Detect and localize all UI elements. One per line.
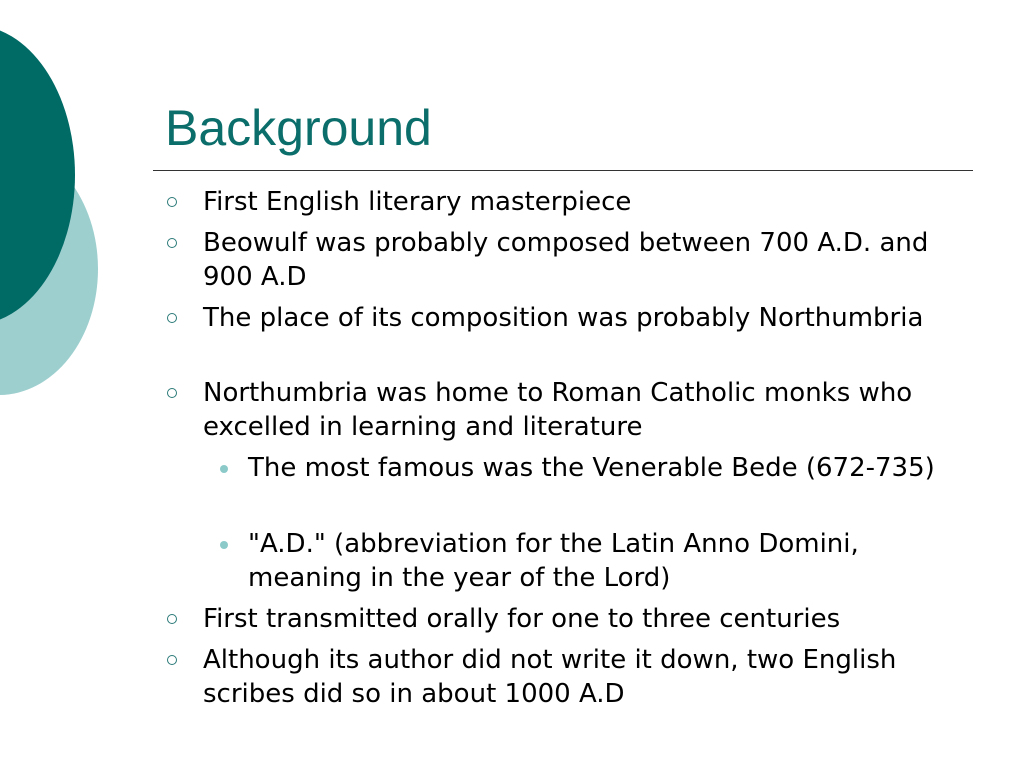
slide-title: Background	[165, 100, 432, 156]
list-item	[203, 602, 963, 636]
list-item-text: First English literary masterpiece	[203, 187, 632, 217]
sub-list-item-text: "A.D." (abbreviation for the Latin Anno Domini, meaning in the year of the Lord)	[248, 529, 859, 593]
ring-bullet-icon	[167, 197, 177, 207]
list-item	[203, 643, 903, 711]
sub-list-item	[248, 527, 958, 595]
dot-bullet-icon	[220, 541, 228, 549]
list-item	[203, 185, 963, 219]
list-item-text: First transmitted orally for one to three centuries	[203, 604, 841, 634]
list-item	[203, 226, 963, 294]
ring-bullet-icon	[167, 313, 177, 323]
title-divider	[153, 170, 973, 171]
list-item-text: The place of its composition was probably Northumbria	[203, 303, 924, 333]
list-item-text: Beowulf was probably composed between 700 A.D. and 900 A.D	[203, 228, 929, 292]
ring-bullet-icon	[167, 655, 177, 665]
list-item-text: Although its author did not write it down, two English scribes did so in about 1000 A.D	[203, 645, 897, 709]
ring-bullet-icon	[167, 238, 177, 248]
ring-bullet-icon	[167, 614, 177, 624]
dot-bullet-icon	[220, 465, 228, 473]
list-item	[203, 301, 963, 335]
sub-list-item	[248, 451, 958, 485]
list-item-text: Northumbria was home to Roman Catholic monks who excelled in learning and literature	[203, 378, 913, 442]
sub-list-item-text: The most famous was the Venerable Bede (672-735)	[248, 453, 935, 483]
ring-bullet-icon	[167, 388, 177, 398]
list-item	[203, 376, 963, 444]
